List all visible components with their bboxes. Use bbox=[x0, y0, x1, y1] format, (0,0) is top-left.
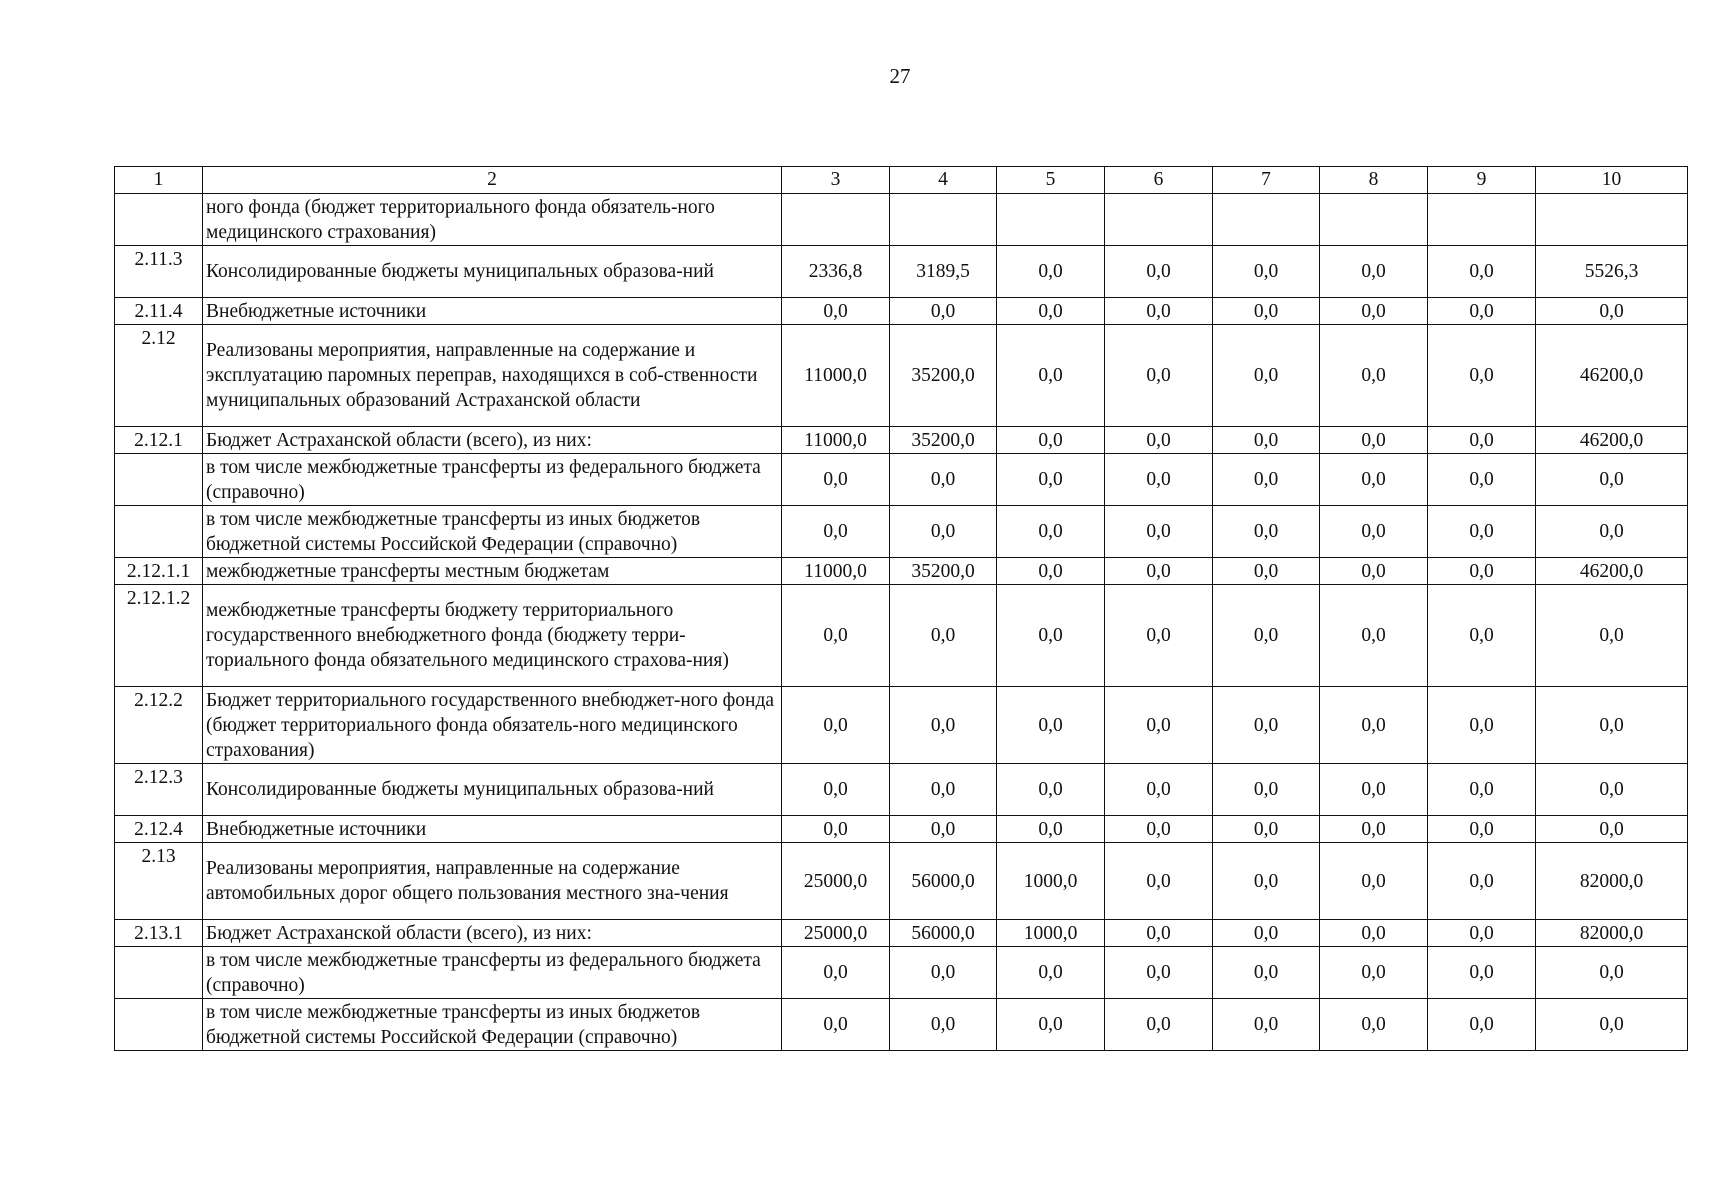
row-value-col-3: 11000,0 bbox=[782, 325, 890, 427]
row-value-col-6: 0,0 bbox=[1105, 325, 1213, 427]
row-value-col-10: 82000,0 bbox=[1536, 843, 1688, 920]
row-value-col-8: 0,0 bbox=[1320, 843, 1428, 920]
row-value-col-3: 0,0 bbox=[782, 947, 890, 999]
table-row bbox=[115, 687, 1688, 764]
row-value-col-9 bbox=[1428, 194, 1536, 246]
row-value-col-4: 0,0 bbox=[890, 999, 997, 1051]
row-description: Внебюджетные источники bbox=[203, 816, 782, 843]
row-value-col-7: 0,0 bbox=[1213, 999, 1320, 1051]
column-header: 9 bbox=[1428, 167, 1536, 194]
row-value-col-4: 35200,0 bbox=[890, 558, 997, 585]
row-description: Реализованы мероприятия, направленные на содержание и эксплуатацию паромных переправ, находящихся в соб-ственности муниципальных образований Астраханской области bbox=[203, 325, 782, 427]
row-value-col-5 bbox=[997, 194, 1105, 246]
row-value-col-4: 0,0 bbox=[890, 454, 997, 506]
column-header: 1 bbox=[115, 167, 203, 194]
row-code: 2.13 bbox=[115, 843, 203, 920]
column-header: 7 bbox=[1213, 167, 1320, 194]
row-value-col-3 bbox=[782, 194, 890, 246]
row-value-col-4: 3189,5 bbox=[890, 246, 997, 298]
row-value-col-6: 0,0 bbox=[1105, 920, 1213, 947]
row-value-col-7: 0,0 bbox=[1213, 843, 1320, 920]
row-value-col-7: 0,0 bbox=[1213, 920, 1320, 947]
row-value-col-7: 0,0 bbox=[1213, 687, 1320, 764]
row-code: 2.12 bbox=[115, 325, 203, 427]
table-row bbox=[115, 764, 1688, 816]
table-row bbox=[115, 454, 1688, 506]
column-header: 5 bbox=[997, 167, 1105, 194]
row-description: Бюджет территориального государственного внебюджет-ного фонда (бюджет территориального фонда обязатель-ного медицинского страхования) bbox=[203, 687, 782, 764]
row-value-col-8: 0,0 bbox=[1320, 999, 1428, 1051]
row-code: 2.12.1.1 bbox=[115, 558, 203, 585]
row-value-col-5: 0,0 bbox=[997, 506, 1105, 558]
row-value-col-8: 0,0 bbox=[1320, 298, 1428, 325]
row-value-col-3: 11000,0 bbox=[782, 558, 890, 585]
row-value-col-8: 0,0 bbox=[1320, 454, 1428, 506]
table-row bbox=[115, 325, 1688, 427]
row-description: в том числе межбюджетные трансферты из федерального бюджета (справочно) bbox=[203, 454, 782, 506]
row-code: 2.12.3 bbox=[115, 764, 203, 816]
row-description: ного фонда (бюджет территориального фонда обязатель-ного медицинского страхования) bbox=[203, 194, 782, 246]
row-code: 2.11.4 bbox=[115, 298, 203, 325]
row-value-col-10: 0,0 bbox=[1536, 454, 1688, 506]
row-description: Консолидированные бюджеты муниципальных образова-ний bbox=[203, 764, 782, 816]
row-value-col-6: 0,0 bbox=[1105, 298, 1213, 325]
table-row bbox=[115, 506, 1688, 558]
row-value-col-7: 0,0 bbox=[1213, 298, 1320, 325]
row-value-col-3: 2336,8 bbox=[782, 246, 890, 298]
column-header: 2 bbox=[203, 167, 782, 194]
row-value-col-5: 1000,0 bbox=[997, 920, 1105, 947]
row-value-col-9: 0,0 bbox=[1428, 506, 1536, 558]
row-value-col-10: 0,0 bbox=[1536, 816, 1688, 843]
row-value-col-8: 0,0 bbox=[1320, 585, 1428, 687]
row-value-col-4: 56000,0 bbox=[890, 843, 997, 920]
table-row bbox=[115, 298, 1688, 325]
row-value-col-6: 0,0 bbox=[1105, 506, 1213, 558]
row-value-col-3: 11000,0 bbox=[782, 427, 890, 454]
column-header: 8 bbox=[1320, 167, 1428, 194]
row-value-col-8: 0,0 bbox=[1320, 687, 1428, 764]
row-code bbox=[115, 194, 203, 246]
row-value-col-7: 0,0 bbox=[1213, 427, 1320, 454]
row-value-col-9: 0,0 bbox=[1428, 585, 1536, 687]
row-value-col-4: 0,0 bbox=[890, 947, 997, 999]
row-description: Бюджет Астраханской области (всего), из них: bbox=[203, 920, 782, 947]
row-value-col-4: 0,0 bbox=[890, 816, 997, 843]
row-value-col-4: 35200,0 bbox=[890, 325, 997, 427]
row-value-col-7: 0,0 bbox=[1213, 816, 1320, 843]
row-value-col-10: 0,0 bbox=[1536, 999, 1688, 1051]
row-value-col-4: 0,0 bbox=[890, 687, 997, 764]
row-value-col-5: 0,0 bbox=[997, 999, 1105, 1051]
row-value-col-8: 0,0 bbox=[1320, 506, 1428, 558]
row-value-col-9: 0,0 bbox=[1428, 325, 1536, 427]
row-value-col-3: 0,0 bbox=[782, 454, 890, 506]
table-row bbox=[115, 194, 1688, 246]
row-value-col-9: 0,0 bbox=[1428, 687, 1536, 764]
page-number: 27 bbox=[889, 64, 911, 88]
row-code: 2.11.3 bbox=[115, 246, 203, 298]
column-header: 6 bbox=[1105, 167, 1213, 194]
table-row bbox=[115, 427, 1688, 454]
row-value-col-9: 0,0 bbox=[1428, 246, 1536, 298]
row-value-col-8: 0,0 bbox=[1320, 947, 1428, 999]
row-value-col-5: 0,0 bbox=[997, 764, 1105, 816]
table-row bbox=[115, 920, 1688, 947]
row-code: 2.13.1 bbox=[115, 920, 203, 947]
row-value-col-7: 0,0 bbox=[1213, 558, 1320, 585]
row-value-col-9: 0,0 bbox=[1428, 843, 1536, 920]
row-value-col-4: 0,0 bbox=[890, 585, 997, 687]
row-value-col-7: 0,0 bbox=[1213, 325, 1320, 427]
row-value-col-6: 0,0 bbox=[1105, 454, 1213, 506]
row-value-col-8: 0,0 bbox=[1320, 816, 1428, 843]
row-description: Реализованы мероприятия, направленные на содержание автомобильных дорог общего пользования местного зна-чения bbox=[203, 843, 782, 920]
row-value-col-7 bbox=[1213, 194, 1320, 246]
row-value-col-5: 0,0 bbox=[997, 947, 1105, 999]
row-value-col-6: 0,0 bbox=[1105, 999, 1213, 1051]
row-value-col-4: 0,0 bbox=[890, 764, 997, 816]
table-row bbox=[115, 947, 1688, 999]
row-value-col-5: 0,0 bbox=[997, 558, 1105, 585]
row-value-col-4: 0,0 bbox=[890, 506, 997, 558]
row-value-col-6 bbox=[1105, 194, 1213, 246]
row-value-col-5: 1000,0 bbox=[997, 843, 1105, 920]
row-value-col-10: 0,0 bbox=[1536, 585, 1688, 687]
row-value-col-5: 0,0 bbox=[997, 585, 1105, 687]
row-value-col-6: 0,0 bbox=[1105, 764, 1213, 816]
row-value-col-10: 82000,0 bbox=[1536, 920, 1688, 947]
row-code bbox=[115, 506, 203, 558]
row-value-col-10: 0,0 bbox=[1536, 687, 1688, 764]
row-value-col-10: 0,0 bbox=[1536, 506, 1688, 558]
row-description: межбюджетные трансферты местным бюджетам bbox=[203, 558, 782, 585]
row-value-col-8 bbox=[1320, 194, 1428, 246]
row-value-col-10: 0,0 bbox=[1536, 298, 1688, 325]
column-header: 10 bbox=[1536, 167, 1688, 194]
row-value-col-6: 0,0 bbox=[1105, 585, 1213, 687]
column-header: 3 bbox=[782, 167, 890, 194]
row-value-col-3: 0,0 bbox=[782, 764, 890, 816]
row-description: Консолидированные бюджеты муниципальных образова-ний bbox=[203, 246, 782, 298]
row-value-col-6: 0,0 bbox=[1105, 843, 1213, 920]
row-value-col-5: 0,0 bbox=[997, 246, 1105, 298]
table-row bbox=[115, 816, 1688, 843]
row-value-col-4 bbox=[890, 194, 997, 246]
row-value-col-9: 0,0 bbox=[1428, 427, 1536, 454]
column-header-row bbox=[115, 167, 1688, 194]
table-row bbox=[115, 843, 1688, 920]
row-value-col-3: 0,0 bbox=[782, 585, 890, 687]
table-row bbox=[115, 246, 1688, 298]
row-value-col-9: 0,0 bbox=[1428, 999, 1536, 1051]
row-value-col-8: 0,0 bbox=[1320, 325, 1428, 427]
row-value-col-3: 0,0 bbox=[782, 687, 890, 764]
row-value-col-9: 0,0 bbox=[1428, 454, 1536, 506]
row-code bbox=[115, 947, 203, 999]
row-description: в том числе межбюджетные трансферты из федерального бюджета (справочно) bbox=[203, 947, 782, 999]
row-value-col-4: 0,0 bbox=[890, 298, 997, 325]
row-value-col-9: 0,0 bbox=[1428, 816, 1536, 843]
row-value-col-10: 46200,0 bbox=[1536, 325, 1688, 427]
row-value-col-6: 0,0 bbox=[1105, 687, 1213, 764]
row-value-col-7: 0,0 bbox=[1213, 246, 1320, 298]
row-value-col-9: 0,0 bbox=[1428, 764, 1536, 816]
row-code bbox=[115, 999, 203, 1051]
row-value-col-6: 0,0 bbox=[1105, 816, 1213, 843]
row-value-col-6: 0,0 bbox=[1105, 947, 1213, 999]
row-value-col-8: 0,0 bbox=[1320, 920, 1428, 947]
row-value-col-5: 0,0 bbox=[997, 298, 1105, 325]
row-value-col-3: 25000,0 bbox=[782, 843, 890, 920]
row-value-col-10: 5526,3 bbox=[1536, 246, 1688, 298]
row-value-col-6: 0,0 bbox=[1105, 246, 1213, 298]
column-header: 4 bbox=[890, 167, 997, 194]
row-value-col-10: 0,0 bbox=[1536, 764, 1688, 816]
row-value-col-10: 46200,0 bbox=[1536, 558, 1688, 585]
row-value-col-3: 25000,0 bbox=[782, 920, 890, 947]
row-value-col-5: 0,0 bbox=[997, 454, 1105, 506]
row-description: межбюджетные трансферты бюджету территориального государственного внебюджетного фонда (бюджету терри-ториального фонда обязательного медицинского страхова-ния) bbox=[203, 585, 782, 687]
row-description: Бюджет Астраханской области (всего), из них: bbox=[203, 427, 782, 454]
row-code: 2.12.4 bbox=[115, 816, 203, 843]
row-value-col-6: 0,0 bbox=[1105, 558, 1213, 585]
row-value-col-9: 0,0 bbox=[1428, 920, 1536, 947]
row-code: 2.12.2 bbox=[115, 687, 203, 764]
row-value-col-3: 0,0 bbox=[782, 506, 890, 558]
table-row bbox=[115, 585, 1688, 687]
row-code: 2.12.1 bbox=[115, 427, 203, 454]
row-value-col-5: 0,0 bbox=[997, 427, 1105, 454]
row-value-col-9: 0,0 bbox=[1428, 558, 1536, 585]
row-value-col-6: 0,0 bbox=[1105, 427, 1213, 454]
row-value-col-3: 0,0 bbox=[782, 816, 890, 843]
table-row bbox=[115, 558, 1688, 585]
row-value-col-5: 0,0 bbox=[997, 816, 1105, 843]
row-value-col-5: 0,0 bbox=[997, 325, 1105, 427]
row-value-col-7: 0,0 bbox=[1213, 764, 1320, 816]
table-row bbox=[115, 999, 1688, 1051]
row-value-col-3: 0,0 bbox=[782, 999, 890, 1051]
row-value-col-8: 0,0 bbox=[1320, 246, 1428, 298]
budget-table bbox=[114, 166, 1688, 1051]
row-value-col-8: 0,0 bbox=[1320, 764, 1428, 816]
row-value-col-8: 0,0 bbox=[1320, 558, 1428, 585]
row-value-col-10 bbox=[1536, 194, 1688, 246]
row-value-col-8: 0,0 bbox=[1320, 427, 1428, 454]
row-value-col-7: 0,0 bbox=[1213, 506, 1320, 558]
row-code: 2.12.1.2 bbox=[115, 585, 203, 687]
row-value-col-7: 0,0 bbox=[1213, 585, 1320, 687]
row-code bbox=[115, 454, 203, 506]
row-value-col-10: 46200,0 bbox=[1536, 427, 1688, 454]
row-value-col-9: 0,0 bbox=[1428, 298, 1536, 325]
row-description: в том числе межбюджетные трансферты из иных бюджетов бюджетной системы Российской Федерации (справочно) bbox=[203, 506, 782, 558]
row-description: Внебюджетные источники bbox=[203, 298, 782, 325]
row-value-col-3: 0,0 bbox=[782, 298, 890, 325]
row-value-col-5: 0,0 bbox=[997, 687, 1105, 764]
row-description: в том числе межбюджетные трансферты из иных бюджетов бюджетной системы Российской Федерации (справочно) bbox=[203, 999, 782, 1051]
row-value-col-7: 0,0 bbox=[1213, 947, 1320, 999]
row-value-col-10: 0,0 bbox=[1536, 947, 1688, 999]
row-value-col-4: 35200,0 bbox=[890, 427, 997, 454]
row-value-col-9: 0,0 bbox=[1428, 947, 1536, 999]
row-value-col-4: 56000,0 bbox=[890, 920, 997, 947]
row-value-col-7: 0,0 bbox=[1213, 454, 1320, 506]
